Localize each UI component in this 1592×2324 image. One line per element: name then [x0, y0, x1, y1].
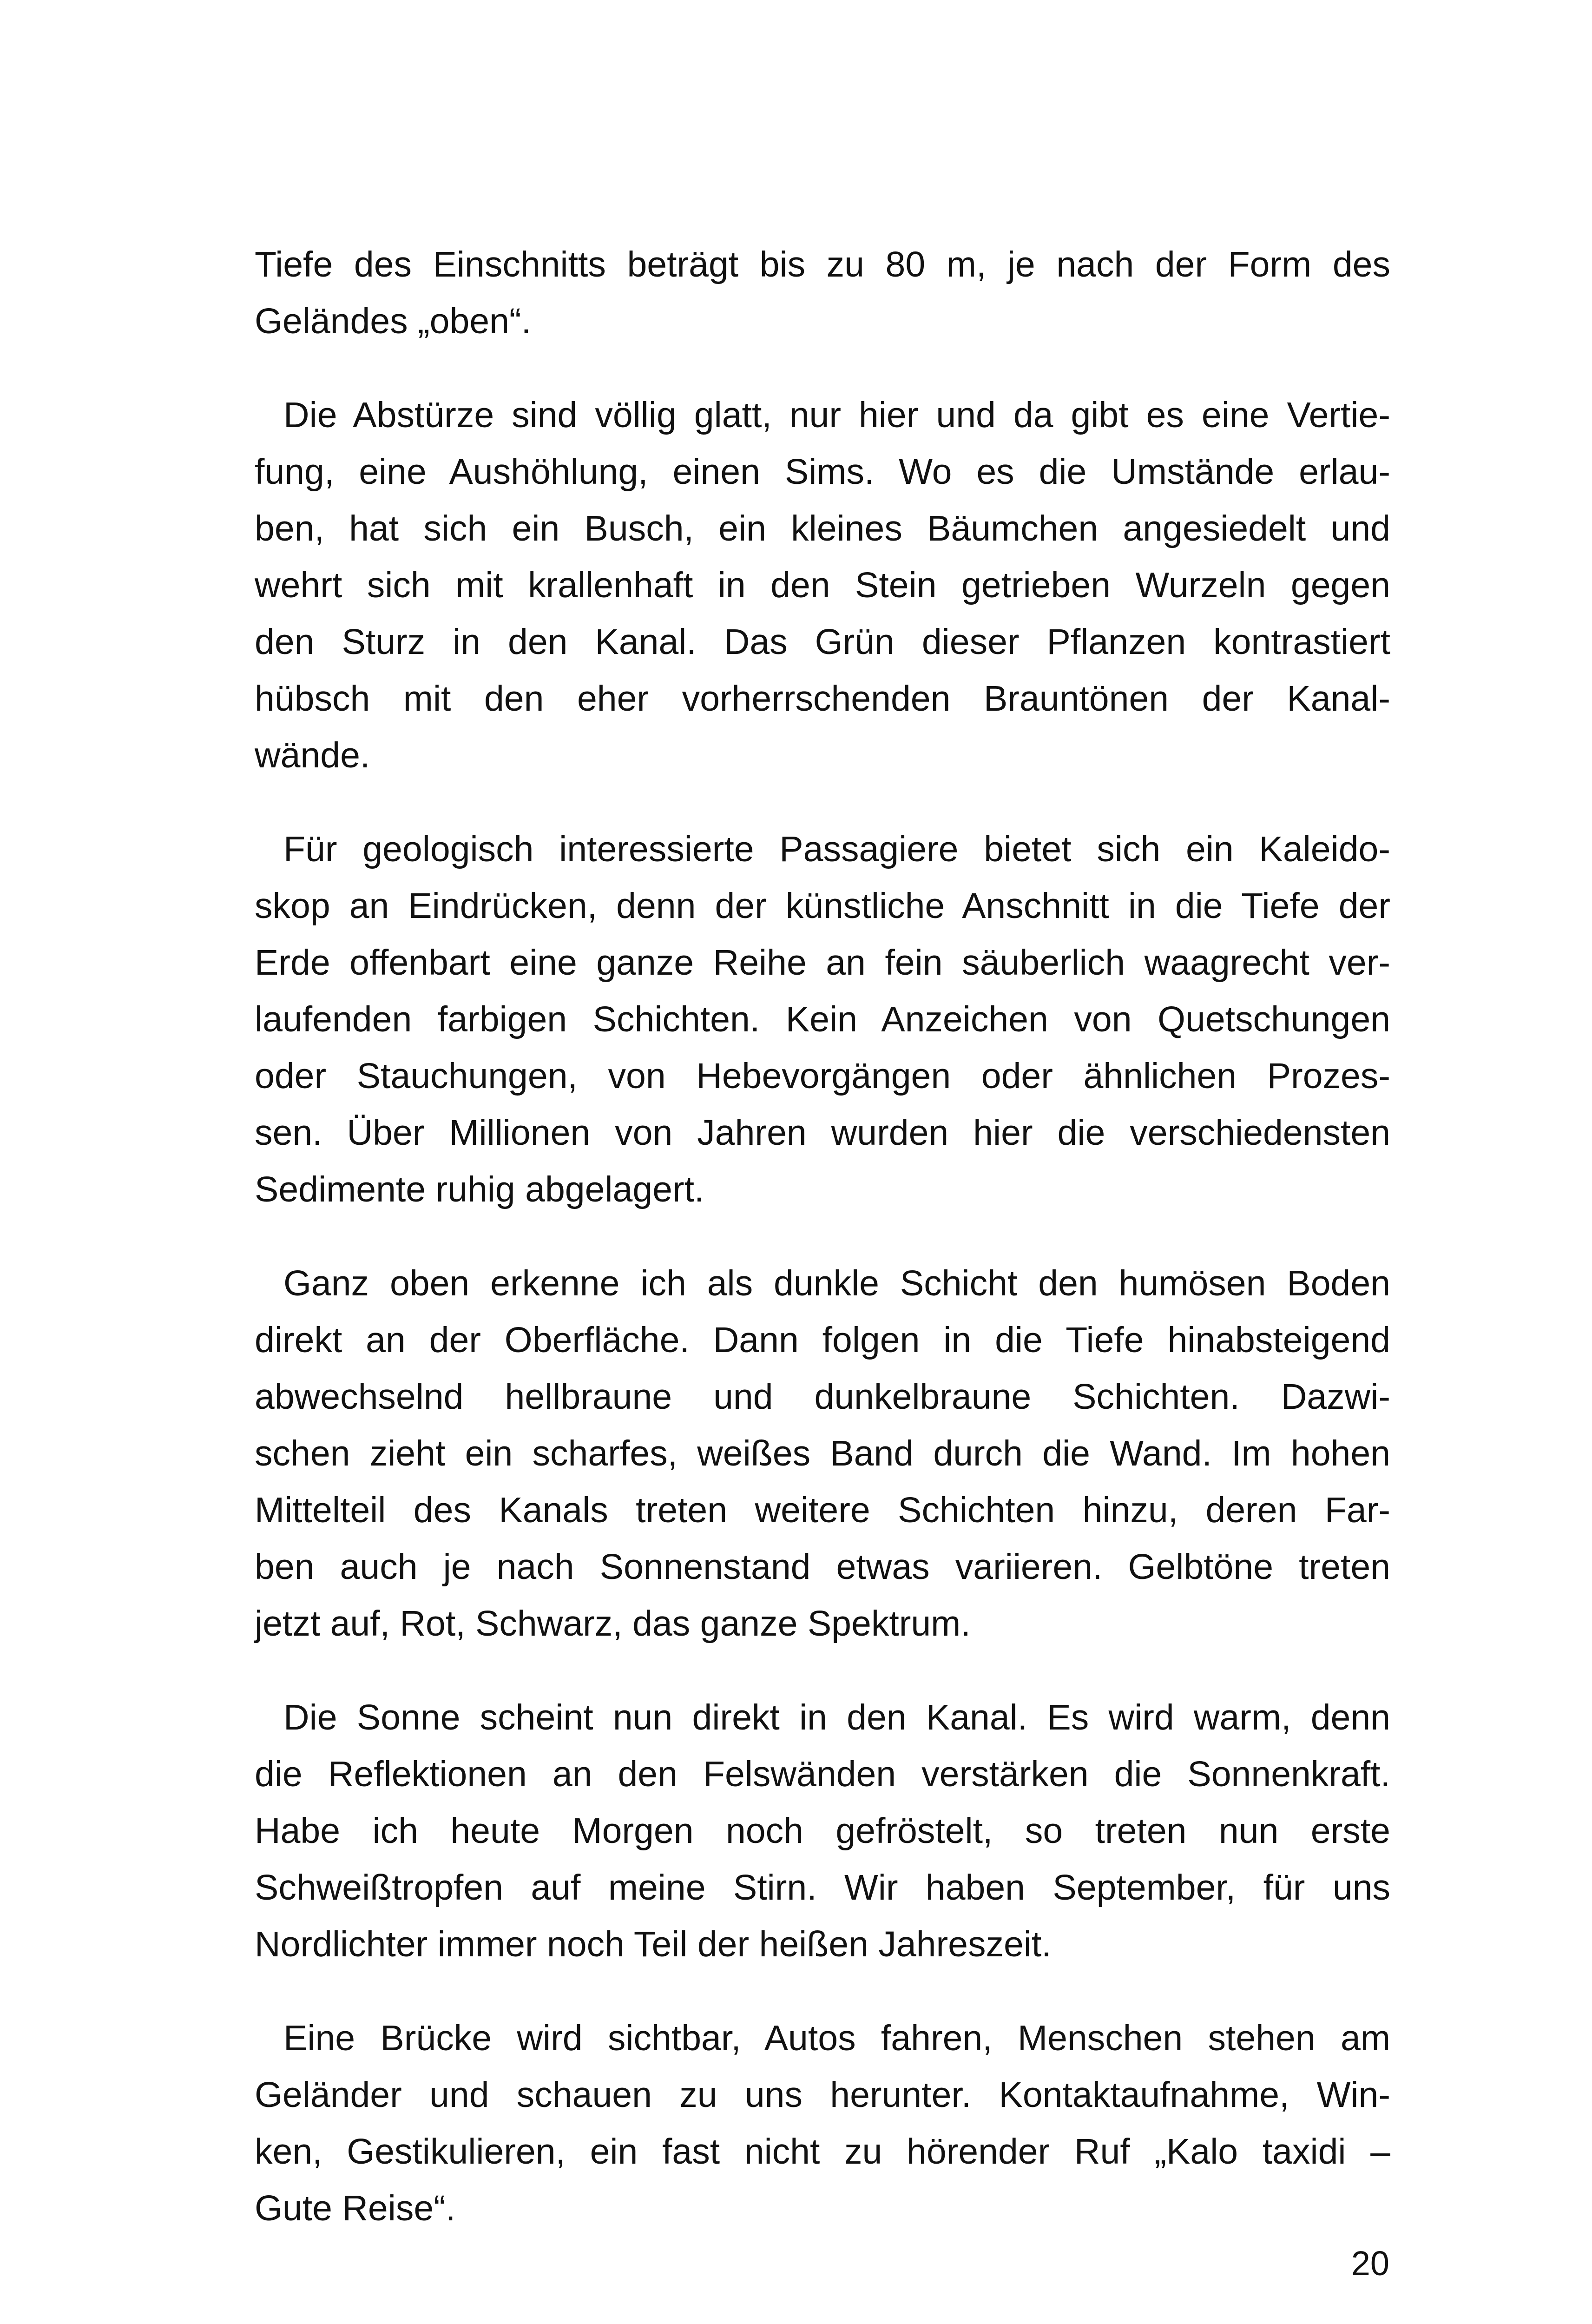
text-line: direkt an der Oberfläche. Dann folgen in die Tiefe hinabsteigend [255, 1320, 1390, 1360]
body-text [255, 236, 1390, 2237]
paragraph-gap [255, 784, 1390, 821]
paragraph-2 [255, 387, 1390, 784]
text-line: Die Abstürze sind völlig glatt, nur hier und da gibt es eine Vertie- [283, 395, 1390, 435]
paragraph-3 [255, 821, 1390, 1218]
paragraph-6 [255, 2010, 1390, 2237]
text-line: Eine Brücke wird sichtbar, Autos fahren, Menschen stehen am [283, 2018, 1390, 2058]
text-line: Nordlichter immer noch Teil der heißen Jahreszeit. [255, 1924, 1052, 1964]
text-line: wehrt sich mit krallenhaft in den Stein getrieben Wurzeln gegen [255, 565, 1390, 605]
text-line: sen. Über Millionen von Jahren wurden hier die verschiedensten [255, 1113, 1390, 1153]
text-line: laufenden farbigen Schichten. Kein Anzeichen von Quetschungen [255, 999, 1390, 1039]
text-line: Gute Reise“. [255, 2188, 456, 2228]
text-line: Für geologisch interessierte Passagiere bietet sich ein Kaleido- [283, 829, 1390, 869]
paragraph-5 [255, 1689, 1390, 1973]
paragraph-1 [255, 236, 1390, 350]
text-line: hübsch mit den eher vorherrschenden Brauntönen der Kanal- [255, 679, 1390, 719]
text-line: Erde offenbart eine ganze Reihe an fein säuberlich waagrecht ver- [255, 943, 1390, 983]
text-line: skop an Eindrücken, denn der künstliche Anschnitt in die Tiefe der [255, 886, 1390, 926]
text-line: wände. [255, 735, 370, 775]
paragraph-gap [255, 1218, 1390, 1255]
text-line: Sedimente ruhig abgelagert. [255, 1169, 704, 1209]
text-line: oder Stauchungen, von Hebevorgängen oder ähnlichen Prozes- [255, 1056, 1390, 1096]
text-line: Die Sonne scheint nun direkt in den Kanal. Es wird warm, denn [283, 1697, 1390, 1737]
text-line: abwechselnd hellbraune und dunkelbraune Schichten. Dazwi- [255, 1377, 1390, 1417]
page-number: 20 [1351, 2244, 1389, 2283]
text-line: fung, eine Aushöhlung, einen Sims. Wo es die Umstände erlau- [255, 452, 1390, 492]
text-line: jetzt auf, Rot, Schwarz, das ganze Spektrum. [255, 1604, 971, 1644]
paragraph-gap [255, 350, 1390, 387]
text-line: ken, Gestikulieren, ein fast nicht zu hörender Ruf „Kalo taxidi – [255, 2132, 1390, 2172]
paragraph-gap [255, 1973, 1390, 2010]
text-line: Geländes „oben“. [255, 301, 531, 341]
text-line: die Reflektionen an den Felswänden verstärken die Sonnenkraft. [255, 1754, 1390, 1794]
text-line: Habe ich heute Morgen noch gefröstelt, so treten nun erste [255, 1811, 1390, 1851]
paragraph-gap [255, 1652, 1390, 1689]
text-line: ben, hat sich ein Busch, ein kleines Bäumchen angesiedelt und [255, 508, 1390, 548]
paragraph-4 [255, 1255, 1390, 1652]
text-line: schen zieht ein scharfes, weißes Band durch die Wand. Im hohen [255, 1433, 1390, 1473]
text-line: ben auch je nach Sonnenstand etwas variieren. Gelbtöne treten [255, 1547, 1390, 1587]
text-line: den Sturz in den Kanal. Das Grün dieser Pflanzen kontrastiert [255, 622, 1390, 662]
text-line: Geländer und schauen zu uns herunter. Kontaktaufnahme, Win- [255, 2075, 1390, 2115]
text-line: Schweißtropfen auf meine Stirn. Wir haben September, für uns [255, 1868, 1390, 1908]
text-line: Tiefe des Einschnitts beträgt bis zu 80 m, je nach der Form des [255, 244, 1390, 284]
text-line: Mittelteil des Kanals treten weitere Schichten hinzu, deren Far- [255, 1490, 1390, 1530]
text-line: Ganz oben erkenne ich als dunkle Schicht den humösen Boden [283, 1263, 1390, 1303]
